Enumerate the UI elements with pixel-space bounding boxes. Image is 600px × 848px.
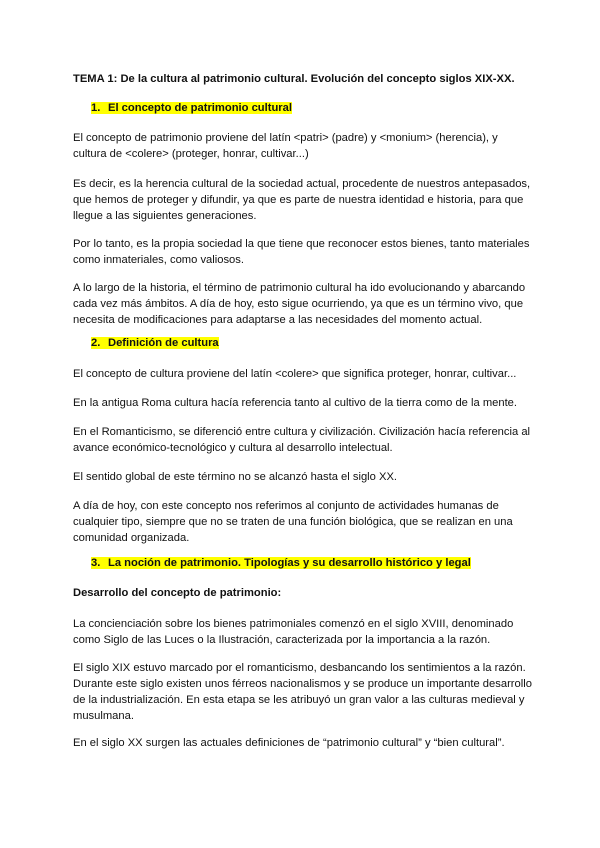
- paragraph-line: A día de hoy, con este concepto nos referimos al conjunto de actividades humanas de: [73, 500, 499, 512]
- paragraph-line: musulmana.: [73, 710, 134, 722]
- paragraph-line: El concepto de cultura proviene del latín <colere> que significa proteger, honrar, cultivar...: [73, 368, 517, 380]
- paragraph-line: como inmateriales, como valiosos.: [73, 254, 244, 266]
- section-2-heading: [91, 335, 219, 352]
- paragraph-line: de la industrialización. En esta etapa se les atribuyó un gran valor a las culturas medieval y: [73, 694, 525, 706]
- paragraph-line: que hemos de proteger y difundir, ya que es parte de nuestra identidad e historia, para que: [73, 194, 524, 206]
- section-3-number: 3.: [91, 557, 101, 569]
- paragraph-line: El concepto de patrimonio proviene del latín <patri> (padre) y <monium> (herencia), y: [73, 132, 498, 144]
- paragraph-line: El sentido global de este término no se alcanzó hasta el siglo XX.: [73, 471, 398, 483]
- section-1-heading: [91, 100, 292, 117]
- section-1-title: El concepto de patrimonio cultural: [108, 102, 292, 114]
- paragraph-line: comunidad organizada.: [73, 532, 190, 544]
- paragraph-line: cultura de <colere> (proteger, honrar, cultivar...): [73, 148, 309, 160]
- paragraph-line: En la antigua Roma cultura hacía referencia tanto al cultivo de la tierra como de la mente.: [73, 397, 518, 409]
- paragraph-line: La concienciación sobre los bienes patrimoniales comenzó en el siglo XVIII, denominado: [73, 618, 514, 630]
- paragraph-line: cada vez más ámbitos. A día de hoy, esto sigue ocurriendo, ya que es un término vivo, que: [73, 298, 524, 310]
- section-2-number: 2.: [91, 337, 101, 349]
- paragraph-line: avance económico-tecnológico y cultura al desarrollo intelectual.: [73, 442, 393, 454]
- paragraph-line: como Siglo de las Luces o la Ilustración, caracterizada por la importancia a la razón.: [73, 634, 491, 646]
- paragraph-line: A lo largo de la historia, el término de patrimonio cultural ha ido evolucionando y abarcando: [73, 282, 526, 294]
- paragraph-line: Por lo tanto, es la propia sociedad la que tiene que reconocer estos bienes, tanto materiales: [73, 238, 530, 250]
- paragraph-line: Es decir, es la herencia cultural de la sociedad actual, procedente de nuestros antepasados,: [73, 178, 531, 190]
- section-3-heading: [91, 555, 471, 572]
- paragraph-line: El siglo XIX estuvo marcado por el romanticismo, desbancando los sentimientos a la razón.: [73, 662, 526, 674]
- paragraph-line: necesita de modificaciones para adaptarse a las necesidades del momento actual.: [73, 314, 483, 326]
- section-2-title: Definición de cultura: [108, 337, 219, 349]
- paragraph-line: En el Romanticismo, se diferenció entre cultura y civilización. Civilización hacía referencia al: [73, 426, 531, 438]
- section-1-number: 1.: [91, 102, 101, 114]
- section-3-title: La noción de patrimonio. Tipologías y su desarrollo histórico y legal: [108, 557, 471, 569]
- paragraph-line: llegue a las siguientes generaciones.: [73, 210, 257, 222]
- paragraph-line: En el siglo XX surgen las actuales definiciones de “patrimonio cultural” y “bien cultural”.: [73, 737, 505, 749]
- paragraph-line: Durante este siglo existen unos férreos nacionalismos y se produce un importante desarrollo: [73, 678, 532, 690]
- paragraph-line: cualquier tipo, siempre que no se traten de una función biológica, que se realizan en una: [73, 516, 513, 528]
- section-3-subheading: Desarrollo del concepto de patrimonio:: [73, 587, 282, 599]
- document-title: TEMA 1: De la cultura al patrimonio cultural. Evolución del concepto siglos XIX-XX.: [73, 73, 515, 85]
